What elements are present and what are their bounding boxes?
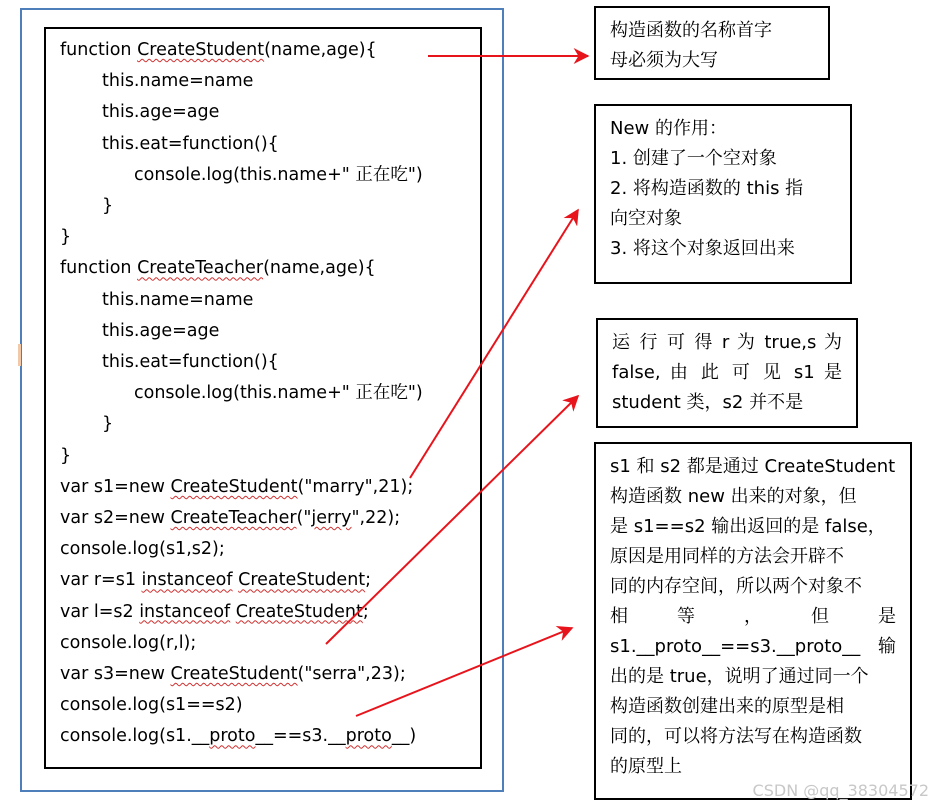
code-token: this.name=name <box>102 289 254 310</box>
arrow-to-note2 <box>410 210 578 478</box>
code-token: var r=s1 <box>60 570 142 591</box>
code-token: this.age=age <box>102 320 220 341</box>
code-token-flagged: proto <box>345 726 392 747</box>
note-line: 同的内存空间，所以两个对象不 <box>610 576 862 597</box>
watermark: CSDN @qq_38304572 <box>752 781 929 800</box>
note-line: 原因是用同样的方法会开辟不 <box>610 546 844 567</box>
code-token: this.eat=function(){ <box>102 352 279 372</box>
code-token: this.name=name <box>102 71 254 92</box>
note-line: 3. 将这个对象返回出来 <box>610 238 795 259</box>
code-token: var s3=new <box>60 664 171 684</box>
note-line: 相 等 ， 但 是 <box>610 606 896 627</box>
code-token: (name,age){ <box>263 258 376 279</box>
note-line: false, 由 此 可 见 s1 是 <box>612 362 842 383</box>
code-token: var s2=new <box>60 508 171 528</box>
code-token-flagged: proto <box>209 726 256 747</box>
code-token: console.log(this.name+" 正在吃") <box>134 164 423 185</box>
note-line: New 的作用： <box>610 118 727 139</box>
code-token: var l=s2 <box>60 601 140 622</box>
note-line: s1 和 s2 都是通过 CreateStudent <box>610 456 896 477</box>
code-token-flagged: CreateStudent <box>170 476 298 497</box>
code-token-flagged: CreateStudent <box>235 601 363 622</box>
note-line: 构造函数的名称首字 <box>610 20 772 41</box>
code-token: function <box>60 258 138 279</box>
code-token: } <box>60 445 72 466</box>
code-token: this.eat=function(){ <box>102 133 279 154</box>
note-line: s1.__proto__==s3.__proto__ 输 <box>610 636 896 657</box>
code-token: console.log(this.name+" 正在吃") <box>134 383 423 404</box>
code-token: console.log(r,l); <box>60 632 197 653</box>
code-token: ; <box>365 570 372 591</box>
note-line: 1. 创建了一个空对象 <box>610 148 777 169</box>
code-token-flagged: jerry <box>311 508 352 528</box>
code-token-flagged: instanceof <box>141 570 233 591</box>
note-line: 的原型上 <box>610 756 682 777</box>
code-token: var s1=new <box>60 476 171 497</box>
note-line: 向空对象 <box>610 208 682 229</box>
code-token: this.age=age <box>102 102 220 123</box>
code-token: ("marry",21); <box>297 476 414 497</box>
code-token: console.log(s1,s2); <box>60 539 225 560</box>
code-token: } <box>102 414 114 435</box>
code-token: console.log(s1.__ <box>60 726 210 747</box>
code-token-flagged: CreateStudent <box>137 40 265 60</box>
code-token-flagged: CreateStudent <box>238 570 366 591</box>
code-token: ("serra",23); <box>297 664 406 684</box>
code-token: ; <box>362 601 369 622</box>
note-line: 构造函数 new 出来的对象，但 <box>610 486 857 507</box>
code-token: ",22); <box>351 508 401 528</box>
code-token: } <box>102 196 114 216</box>
code-token-flagged: instanceof <box>139 601 231 622</box>
code-token-flagged: CreateStudent <box>170 664 298 684</box>
code-token: function <box>60 40 138 60</box>
note-line: 母必须为大写 <box>610 50 718 71</box>
note-line: 运 行 可 得 r 为 true,s 为 <box>612 332 842 353</box>
code-token: __==s3.__ <box>255 726 346 747</box>
note-line: 2. 将构造函数的 this 指 <box>610 178 804 199</box>
note-line: 构造函数创建出来的原型是相 <box>610 696 844 717</box>
code-token: console.log(s1==s2) <box>60 695 243 716</box>
note-line: student 类，s2 并不是 <box>612 392 804 413</box>
code-token: (" <box>296 508 312 528</box>
arrow-to-note4 <box>356 628 572 716</box>
code-token-flagged: CreateTeacher <box>170 508 297 528</box>
note-line: 出的是 true，说明了通过同一个 <box>610 666 869 687</box>
code-token-flagged: CreateTeacher <box>137 258 264 279</box>
code-token: __) <box>391 726 417 747</box>
arrow-to-note3 <box>326 396 578 644</box>
code-token: } <box>60 227 72 248</box>
code-token: (name,age){ <box>264 40 377 60</box>
note-line: 是 s1==s2 输出返回的是 false， <box>610 516 886 537</box>
note-line: 同的，可以将方法写在构造函数 <box>610 726 862 747</box>
